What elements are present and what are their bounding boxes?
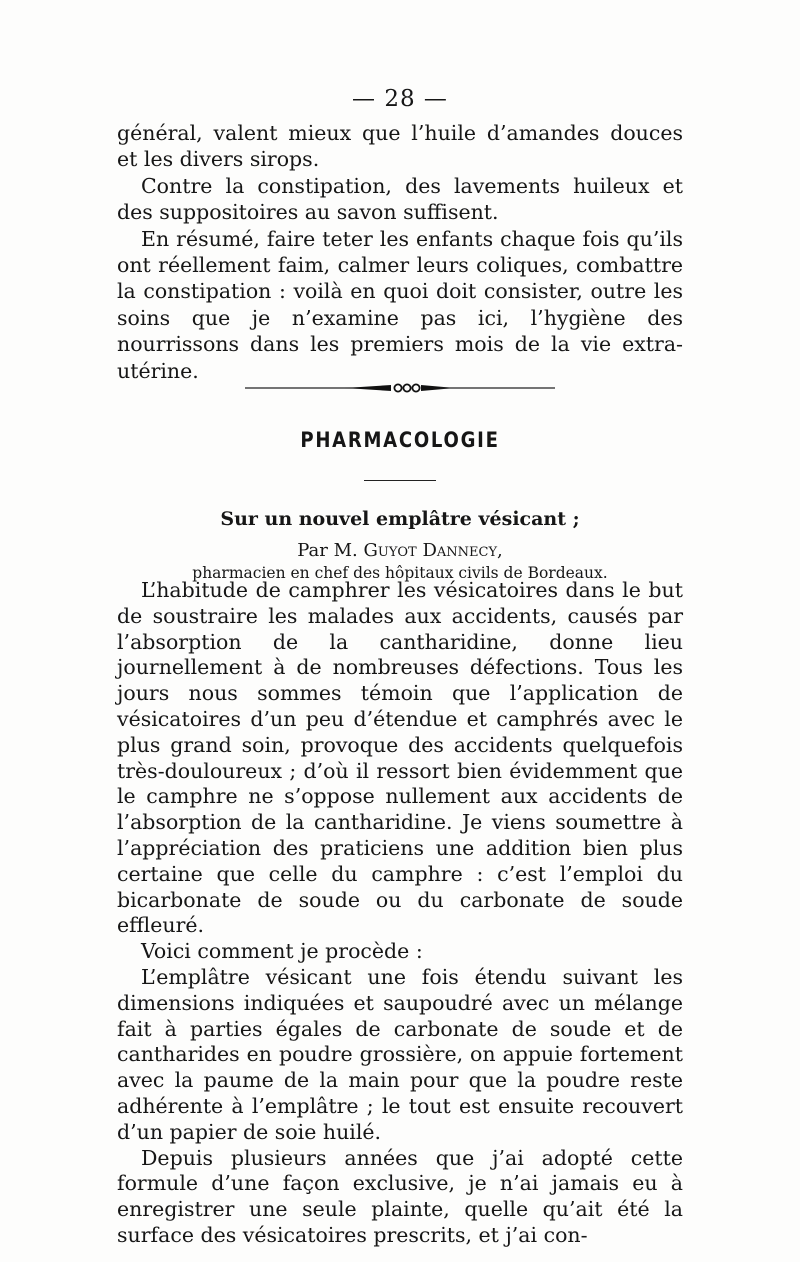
byline-prefix: Par M. (297, 540, 358, 561)
article-paragraph: Voici comment je procède : (141, 939, 423, 964)
article-paragraph: Depuis plusieurs années que j’ai adopté cette formule d’une façon exclusive, je n’ai jamais eu à enregistrer une seule plainte, quelle qu’ait été la surface des vésicatoires prescrits, et j’ai con- (117, 1145, 683, 1247)
intro-paragraph: En résumé, faire teter les enfants chaque fois qu’ils ont réellement faim, calmer leurs coliques, combattre la constipation : voilà en quoi doit consister, outre les soins que je n’examine pas ici, l’hygiène des nourrissons dans les premiers mois de la vie extra-utérine. (117, 226, 683, 383)
article-title: Sur un nouvel emplâtre vésicant ; (220, 508, 580, 530)
author-affiliation: pharmacien en chef des hôpitaux civils de Bordeaux. (192, 564, 608, 582)
intro-text (117, 120, 683, 384)
title-rule (364, 480, 436, 481)
page-number: — 28 — (352, 86, 448, 112)
article-body (117, 578, 683, 1249)
intro-paragraph: Contre la constipation, des lavements huileux et des suppositoires au savon suffisent. (117, 173, 683, 225)
section-title: PHARMACOLOGIE (300, 428, 500, 452)
intro-paragraph: général, valent mieux que l’huile d’amandes douces et les divers sirops. (117, 121, 683, 172)
author-name: Guyot Dannecy, (363, 540, 503, 561)
article-paragraph: L’habitude de camphrer les vésicatoires dans le but de soustraire les malades aux accidents, causés par l’absorption de la cantharidine, donne lieu journellement à de nombreuses défections. Tous les jours nous sommes témoin que l’application de vésicatoires d’un peu d’étendue et camphrés avec le plus grand soin, provoque des accidents quelquefois très-douloureux ; d’où il ressort bien évidemment que le camphre ne s’oppose nullement aux accidents de l’absorption de la cantharidine. Je viens soumettre à l’appréciation des praticiens une addition bien plus certaine que celle du camphre : c’est l’emploi du bicarbonate de soude ou du carbonate de soude effleuré. (117, 578, 683, 938)
article-paragraph: L’emplâtre vésicant une fois étendu suivant les dimensions indiquées et saupoudré avec un mélange fait à parties égales de carbonate de soude et de cantharides en poudre grossière, on appuie fortement avec la paume de la main pour que la poudre reste adhérente à l’emplâtre ; le tout est ensuite recouvert d’un papier de soie huilé. (117, 964, 683, 1144)
section-divider-ornament (245, 378, 555, 398)
article-byline (0, 540, 800, 561)
